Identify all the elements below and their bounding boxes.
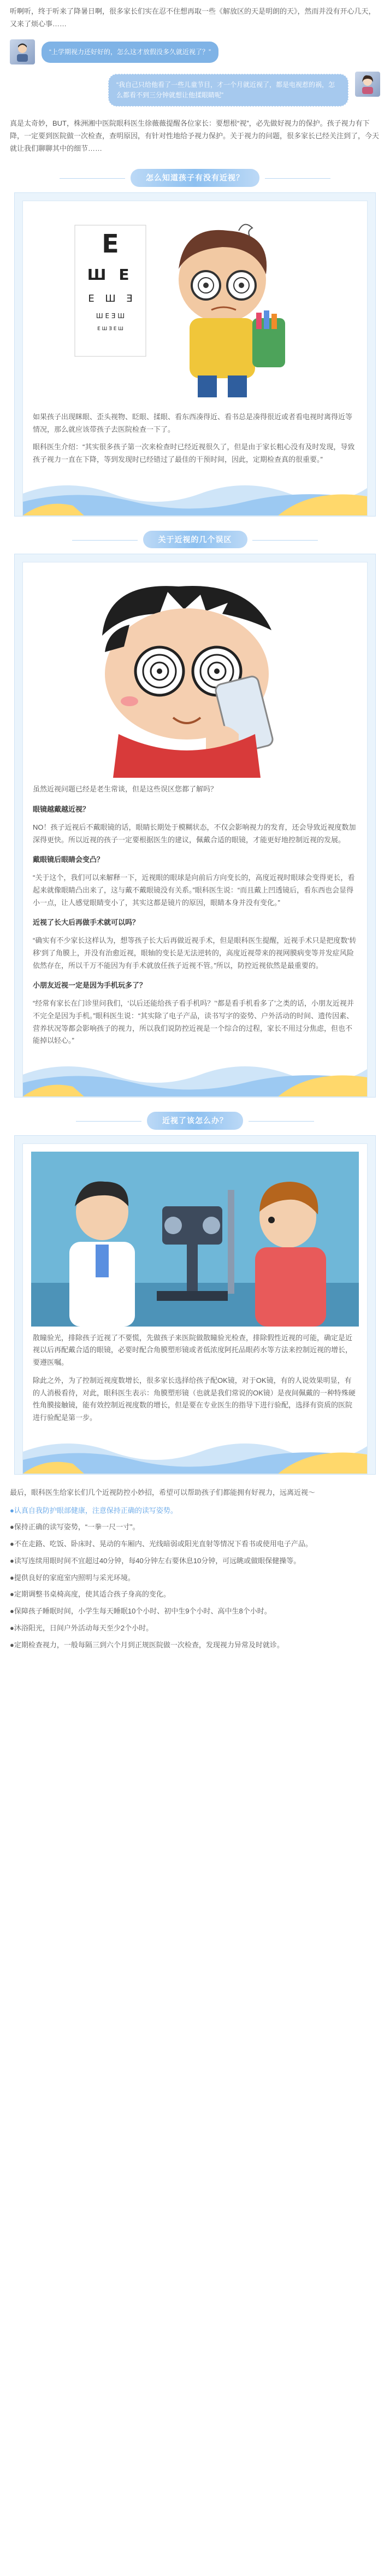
divider [265,178,330,179]
svg-text:Ш: Ш [105,292,116,304]
intro-paragraph: 真是太奇妙，BUT，株洲湘中医院眼科医生徐薇薇提醒各位家长：要想根“视”，必先做好视力的保护。孩子视力有下降，一定要到医院做一次检查，查明原因，有针对性地给予视力保护。关于视力的问题，很多家长已经关注到了，今天就让我们聊聊其中的细节…… [10,119,380,152]
section-card [14,554,376,1098]
chat-row-left [0,36,390,68]
list-item: ●定期调整书桌椅高度，使其适合孩子身高的变化。 [10,1590,170,1599]
wave-decoration [23,1430,367,1474]
svg-text:E Ш Ǝ E Ш: E Ш Ǝ E Ш [97,326,123,332]
divider [252,540,318,541]
avatar [355,72,380,97]
section-card [14,1135,376,1475]
tips-list [0,1505,390,1652]
section-title: 怎么知道孩子有没有近视？ [131,169,259,187]
myth-answer: “经常有家长在门诊里问我们，‘以后还能给孩子看手机吗？’‘都是看手机看多了’之类的话，小朋友近视并不完全是因为手机。”眼科医生说：“其实除了电子产品，读书写字的姿势、户外活动的时间、遗传因素、营养状况等都会影响孩子的视力，所以我们说防控近视是一个综合的过程，家长不用过分焦虑，但也不能掉以轻心。” [33,999,354,1045]
svg-text:E: E [102,228,119,259]
section-title: 关于近视的几个误区 [143,531,247,549]
section-paragraph: 如果孩子出现眯眼、歪头视物、眨眼、揉眼、看东西凑得近、看书总是凑得很近或者看电视时离得近等情况，那么就应该带孩子去医院检查一下了。 [33,412,353,433]
section-title: 近视了该怎么办？ [147,1112,243,1130]
myth-answer: “关于这个，我们可以来解释一下，近视眼的眼球是向前后方向变长的，高度近视时眼球会变得更长，看起来就像眼睛凸出来了，这与戴不戴眼镜没有关系。”眼科医生说：“而且戴上凹透镜后，看东西也会显得小一点，让人感觉眼睛变小了，其实这都是镜片的原因，眼睛本身并没有变化。” [33,873,355,907]
parent-avatar-icon [357,73,379,95]
avatar [10,39,35,64]
chat-bubble-left: “上学期视力还好好的，怎么这才放假没多久就近视了？” [42,42,218,63]
svg-text:E: E [119,265,129,284]
card-inner [22,1143,368,1474]
card-inner [22,562,368,1097]
list-item: ●提供良好的家庭室内照明与采光环境。 [10,1573,135,1582]
list-item: ●不在走路、吃饭、卧床时、晃动的车厢内、光线暗弱或阳光直射等情况下看书或使用电子产品。 [10,1540,312,1548]
list-item: ●沐浴阳光，日间户外活动每天至少2个小时。 [10,1623,153,1632]
section-paragraph: 散瞳验光，排除孩子近视了不要慌，先做孩子来医院做散瞳验光检查，排除假性近视的可能，确定是近视以后再配戴合适的眼镜，必要时配合角膜塑形镜或者低浓度阿托品眼药水等方法来控制近视的增长，要遵医嘱。 [33,1333,353,1367]
chat-row-right [0,68,390,112]
myth-question: 戴眼镜后眼睛会变凸？ [33,855,104,864]
section-paragraph: 眼科医生介绍：“其实很多孩子第一次来检查时已经近视很久了，但是由于家长粗心没有及时发现，导致孩子视力一直在下降，等到发现时已经错过了最佳的干预时间，因此，定期检查真的很重要。” [33,443,355,464]
svg-text:Ǝ: Ǝ [126,292,133,304]
section-header [0,531,390,549]
divider [60,178,125,179]
tips-intro: 最后，眼科医生给家长们几个近视防控小妙招，希望可以帮助孩子们都能拥有好视力，远离近视～ [10,1488,316,1497]
divider [76,1121,141,1122]
parent-avatar-icon [11,41,33,63]
myth-question: 眼镜越戴越近视？ [33,805,90,814]
svg-text:E: E [88,292,94,304]
divider [72,540,138,541]
section-paragraph: 除此之外，为了控制近视度数增长，很多家长选择给孩子配OK镜，对于OK镜，有的人说效果明显，有的人消极看待，对此，眼科医生表示：角膜塑形镜（也就是我们常说的OK镜）是夜间佩戴的一种特殊硬性角膜接触镜，能有效控制近视度数的增长，但是要在专业医生的指导下进行验配，选择有资质的医院进行验配是第一步。 [33,1376,356,1422]
dizzy-boy-phone-illustration [42,570,348,778]
myth-answer: NO！孩子近视后不戴眼镜的话，眼睛长期处于模糊状态，不仅会影响视力的发育，还会导致近视度数加深得更快。所以近视的孩子一定要根据医生的建议，佩戴合适的眼镜，才能更好地控制近视的发展。 [33,823,356,844]
section-header [0,169,390,187]
myth-question: 小朋友近视一定是因为手机玩多了？ [33,981,147,990]
myths-intro: 虽然近视问题已经是老生常谈，但是这些误区您都了解吗？ [33,785,218,794]
eye-chart-boy-illustration [42,209,348,406]
myth-question: 近视了长大后再做手术就可以吗？ [33,918,140,927]
footer-spacer [0,1656,390,1677]
list-item: ●读写连续用眼时间不宜超过40分钟，每40分钟左右要休息10分钟，可远眺或做眼保健操等。 [10,1556,301,1565]
svg-text:Ш E Ǝ Ш: Ш E Ǝ Ш [96,312,125,320]
wave-decoration [23,1053,367,1096]
list-item: ●保持正确的读写姿势，“一拳一尺一寸”。 [10,1523,140,1531]
myth-answer: “确实有不少家长这样认为，想等孩子长大后再做近视手术，但是眼科医生提醒，近视手术只是把度数‘转移’到了角膜上，并没有治愈近视，眼轴的变长是无法逆转的，高度近视带来的视网膜病变等并发症风险依然存在，所以千万不能因为有手术就放任孩子近视不管。”所以，防控近视依然是最重要的。 [33,936,357,970]
wave-decoration [23,472,367,515]
section-card [14,192,376,517]
chat-bubble-right: “我自己只给他看了一些儿童节目，才一个月就近视了，都是电视惹的祸，怎么都看不到三分钟就想让他揉眼睛呢” [108,74,348,107]
section-header [0,1112,390,1130]
divider [249,1121,314,1122]
list-item: ●定期检查视力，一般每隔三到六个月到正规医院做一次检查，发现视力异常及时就诊。 [10,1640,284,1649]
svg-text:Ш: Ш [87,265,107,284]
card-inner [22,201,368,516]
intro-top: 听啊听，终于听来了降暑日啊，很多家长们实在忍不住想再取一些《解放区的天是明朗的天》，然而并没有开心几天，又来了烦心事…… [10,7,376,28]
list-item: ●认真自我防护眼部健康，注意保持正确的读写姿势。 [10,1506,178,1515]
list-item: ●保障孩子睡眠时间，小学生每天睡眠10个小时、初中生9个小时、高中生8个小时。 [10,1607,271,1616]
eye-exam-illustration [31,1152,359,1327]
article [0,5,390,1677]
